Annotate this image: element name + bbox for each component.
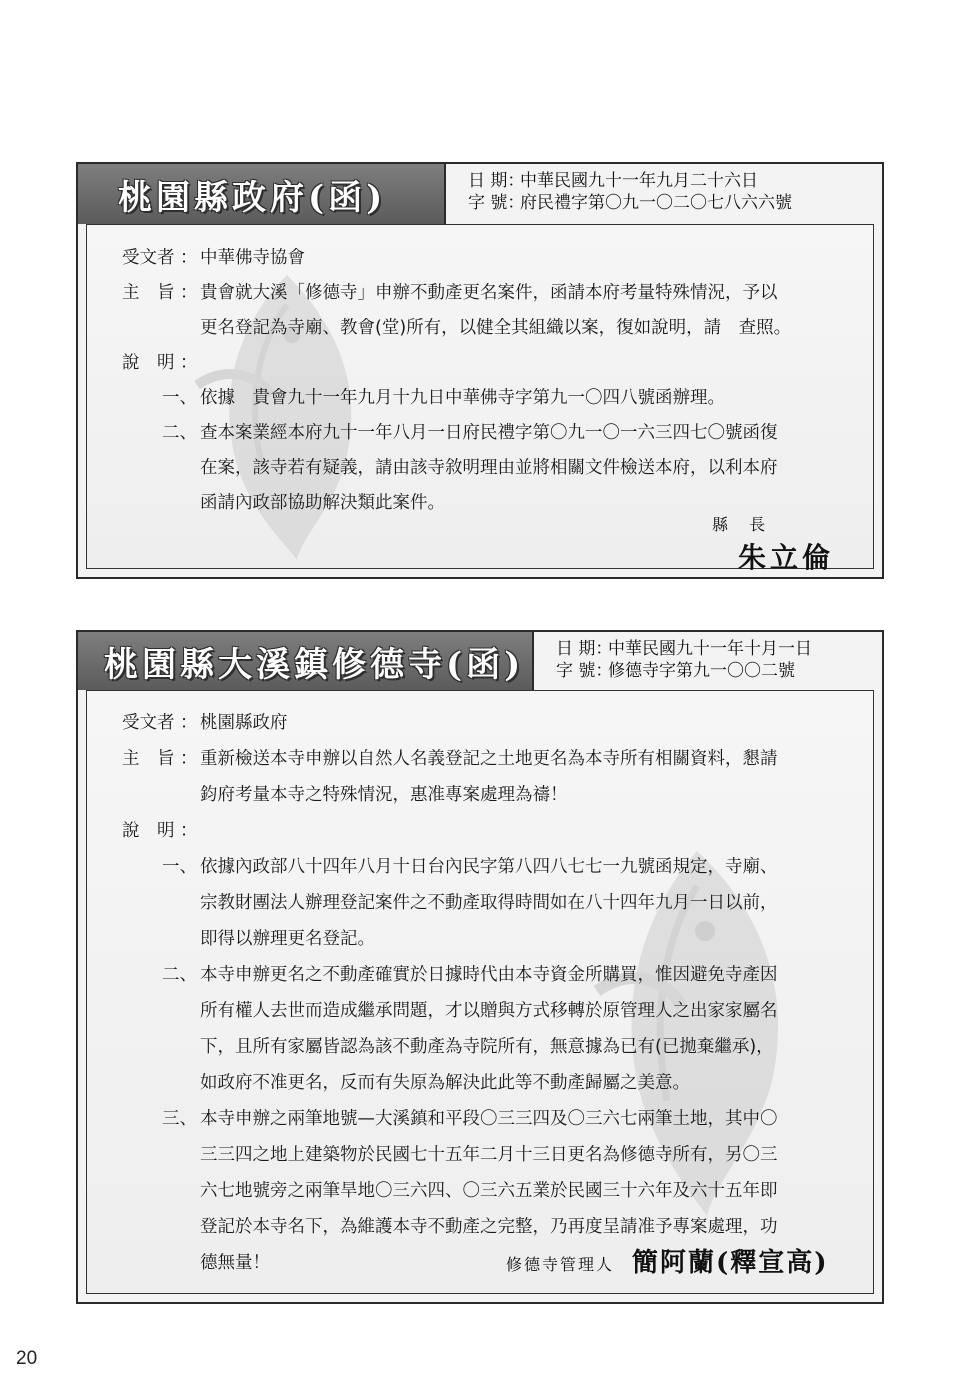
letter-temple xyxy=(76,630,884,1304)
letter-meta xyxy=(556,638,812,682)
item-line: 依據 貴會九十一年九月十九日中華佛寺字第九一〇四八號函辦理。 xyxy=(200,388,725,408)
signer-title: 縣 長 xyxy=(712,515,774,534)
signer-name: 簡阿蘭(釋宣高) xyxy=(632,1248,829,1278)
item-line: 查本案業經本府九十一年八月一日府民禮字第〇九一〇一六三四七〇號函復 xyxy=(200,423,778,443)
reference-value: 修德寺字第九一〇〇二號 xyxy=(608,661,795,681)
letter-meta xyxy=(468,170,792,214)
item-line: 依據內政部八十四年八月十日台內民字第八四八七七一九號函規定，寺廟、 xyxy=(200,857,778,877)
item-line: 六七地號旁之兩筆旱地〇三六四、〇三六五業於民國三十六年及六十五年即 xyxy=(200,1181,778,1201)
subject-label: 主 旨 xyxy=(122,283,175,303)
recipient-value: 桃園縣政府 xyxy=(200,713,288,733)
subject-line: 重新檢送本寺申辦以自然人名義登記之土地更名為本寺所有相關資料，懇請 xyxy=(200,749,778,769)
item-line: 下，且所有家屬皆認為該不動產為寺院所有，無意據為已有(已拋棄繼承)， xyxy=(200,1037,774,1057)
reference-value: 府民禮字第〇九一〇二〇七八六六號 xyxy=(520,193,792,213)
item-line: 德無量！ xyxy=(200,1253,270,1273)
letter-title: 桃園縣大溪鎮修德寺(函) xyxy=(104,644,525,685)
letter-title-bar xyxy=(78,164,446,224)
item-line: 宗教財團法人辦理登記案件之不動產取得時間如在八十四年九月一日以前， xyxy=(200,893,778,913)
recipient-label: 受文者 xyxy=(122,248,175,268)
item-line: 如政府不准更名，反而有失原為解決此此等不動產歸屬之美意。 xyxy=(200,1073,690,1093)
item-number: 二、 xyxy=(162,423,197,443)
letter-content: 受文者 ： 桃園縣政府 主 旨 ： 重新檢送本寺申辦以自然人名義登記之土地更名為本寺所有相關資料，懇請 鈞府考量本寺之特殊情況，惠准專案處理為禱！ 說 明 ： 一、 依據內政部八十四年八月十日台內民字第八四八七七一九號函規定，寺廟、 宗教財團法人辦理登記案件之不動產取得時間如在八十四年九月一日以前， 即得以辦理更名登記。 二、 本寺申辦更名之不動產確實於日據時代由本寺資金所購買，惟因避免寺產因 所有權人去世而造成繼承問題，才以贈與方式移轉於原管理人之出家家屬名 下，且所有家屬皆認為該不動產為寺院所有，無意據為已有(已拋棄繼承)， 如政府不准更名，反而有失原為解決此此等不動產歸屬之美意。 三、 本寺申辦之兩筆地號—大溪鎮和平段〇三三四及〇三六七兩筆土地，其中〇 三三四之地上建築物於民國七十五年二月十三日更名為修德寺所有，另〇三 六七地號旁之兩筆旱地〇三六四、〇三六五業於民國三十六年及六十五年即 登記於本寺名下，為維護本寺不動產之完整，乃再度呈請准予專案處理，功 德無量！ xyxy=(122,705,842,1281)
date-label: 日 期： xyxy=(468,171,525,191)
date-value: 中華民國九十一年九月二十六日 xyxy=(520,171,758,191)
item-number: 一、 xyxy=(162,388,197,408)
reference-label: 字 號： xyxy=(468,193,525,213)
date-label: 日 期： xyxy=(556,639,613,659)
item-line: 即得以辦理更名登記。 xyxy=(200,929,375,949)
recipient-label: 受文者 xyxy=(122,713,175,733)
subject-line: 更名登記為寺廟、教會(堂)所有，以健全其組織以案，復如說明，請 查照。 xyxy=(200,318,792,338)
page-number: 20 xyxy=(16,1348,38,1369)
explanation-label: 說 明 xyxy=(122,821,175,841)
letter-title: 桃園縣政府(函) xyxy=(118,177,387,218)
signer-name: 朱立倫 xyxy=(738,541,835,574)
reference-label: 字 號： xyxy=(556,661,613,681)
item-line: 本寺申辦之兩筆地號—大溪鎮和平段〇三三四及〇三六七兩筆土地，其中〇 xyxy=(200,1109,778,1129)
item-line: 登記於本寺名下，為維護本寺不動產之完整，乃再度呈請准予專案處理，功 xyxy=(200,1217,778,1237)
item-line: 三三四之地上建築物於民國七十五年二月十三日更名為修德寺所有，另〇三 xyxy=(200,1145,778,1165)
item-line: 所有權人去世而造成繼承問題，才以贈與方式移轉於原管理人之出家家屬名 xyxy=(200,1001,778,1021)
recipient-value: 中華佛寺協會 xyxy=(200,248,305,268)
subject-line: 鈞府考量本寺之特殊情況，惠准專案處理為禱！ xyxy=(200,785,568,805)
item-line: 函請內政部協助解決類此案件。 xyxy=(200,493,445,513)
date-value: 中華民國九十一年十月一日 xyxy=(608,639,812,659)
signer-title: 修德寺管理人 xyxy=(506,1255,615,1274)
item-number: 二、 xyxy=(162,965,197,985)
subject-label: 主 旨 xyxy=(122,749,175,769)
explanation-label: 說 明 xyxy=(122,353,175,373)
subject-line: 貴會就大溪「修德寺」申辦不動產更名案件，函請本府考量特殊情況，予以 xyxy=(200,283,778,303)
item-line: 在案，該寺若有疑義，請由該寺敘明理由並將相關文件檢送本府，以利本府 xyxy=(200,458,778,478)
letter-county-government xyxy=(76,162,884,579)
letter-content: 受文者 ： 中華佛寺協會 主 旨 ： 貴會就大溪「修德寺」申辦不動產更名案件，函請本府考量特殊情況，予以 更名登記為寺廟、教會(堂)所有，以健全其組織以案，復如說明，請 查照。 說 明 ： 一、 依據 貴會九十一年九月十九日中華佛寺字第九一〇四八號函辦理。 二、 查本案業經本府九十一年八月一日府民禮字第〇九一〇一六三四七〇號函復 在案，該寺若有疑義，請由該寺敘明理由並將相關文件檢送本府，以利本府 函請內政部協助解決類此案件。 xyxy=(122,241,842,521)
item-number: 一、 xyxy=(162,857,197,877)
item-line: 本寺申辦更名之不動產確實於日據時代由本寺資金所購買，惟因避免寺產因 xyxy=(200,965,778,985)
letter-title-bar xyxy=(78,632,534,690)
item-number: 三、 xyxy=(162,1109,197,1129)
